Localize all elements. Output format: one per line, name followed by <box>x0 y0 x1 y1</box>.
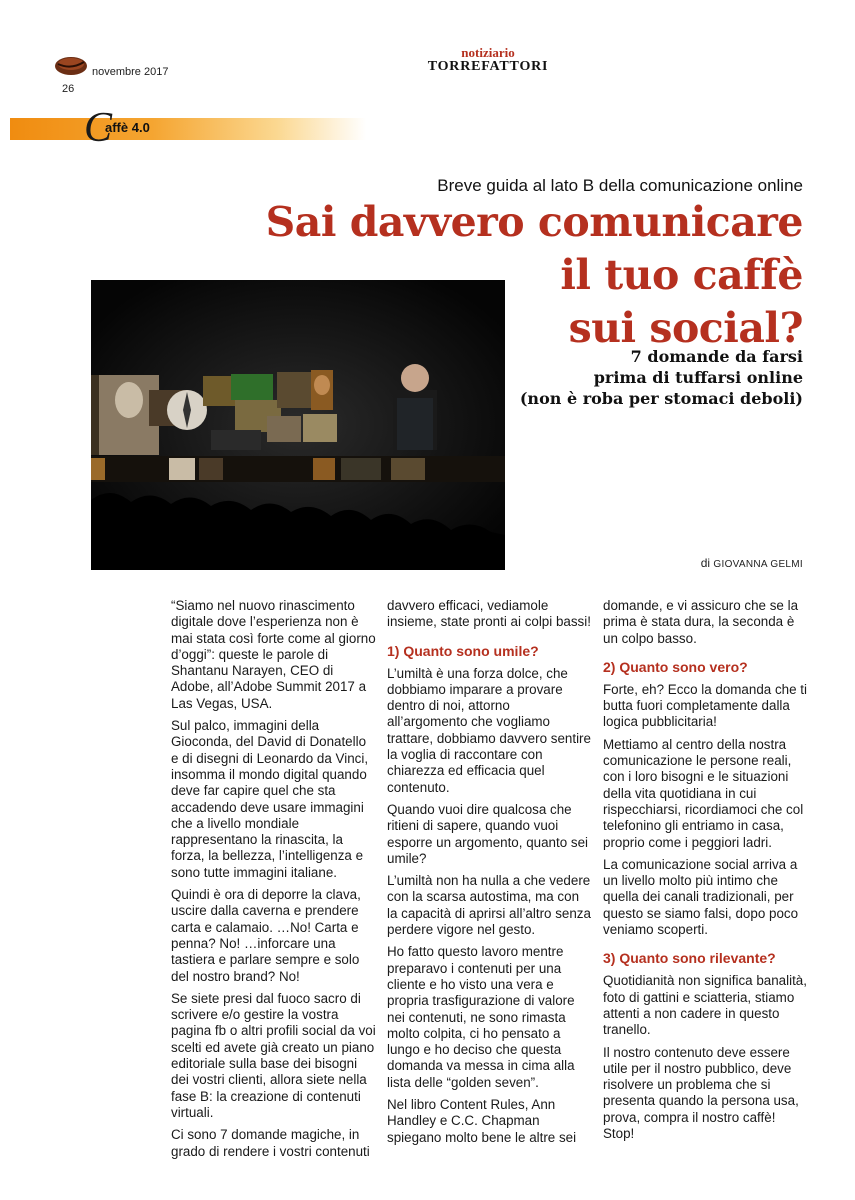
article-title-line: il tuo caffè <box>560 251 803 299</box>
masthead <box>420 46 556 75</box>
paragraph: “Siamo nel nuovo rinascimento digitale dove l’esperienza non è mai stata così forte come al giorno d’oggi”: queste le parole di Shantanu Narayen, CEO di Adobe, all’Adobe Summit 2017 a Las Vegas, USA. <box>171 598 376 711</box>
question-heading-2: 2) Quanto sono vero? <box>603 658 748 675</box>
paragraph: L’umiltà è una forza dolce, che dobbiamo imparare a provare dentro di noi, attorno all’argomento che vogliamo trattare, dobbiamo davvero sentire la voglia di raccontare con chiarezza ed efficacia quel contenuto. <box>387 665 591 795</box>
byline <box>701 556 803 570</box>
byline-prefix: di <box>700 556 711 570</box>
article-subtitle <box>520 346 803 409</box>
article-subtitle-line: prima di tuffarsi online <box>593 368 803 387</box>
coffee-bean-logo-icon <box>54 54 88 76</box>
question-heading-3: 3) Quanto sono rilevante? <box>603 950 776 967</box>
section-initial: C <box>84 105 113 151</box>
masthead-bottom: TORREFATTORI <box>427 59 549 74</box>
paragraph: Ci sono 7 domande magiche, in grado di rendere i vostri contenuti <box>171 1127 370 1159</box>
byline-author: GIOVANNA GELMI <box>713 559 803 570</box>
paragraph: domande, e vi assicuro che se la prima è stata dura, la seconda è un colpo basso. <box>603 598 799 646</box>
paragraph: Il nostro contenuto deve essere utile per il nostro pubblico, deve risolvere un problema che si presenta quando la persona usa, prova, compra il nostro caffè! Stop! <box>603 1044 799 1142</box>
paragraph: Quando vuoi dire qualcosa che ritieni di sapere, quando vuoi esporre un argomento, quanto sei umile? <box>387 801 588 866</box>
article-subtitle-line: 7 domande da farsi <box>630 347 803 366</box>
question-heading-1: 1) Quanto sono umile? <box>387 642 539 659</box>
paragraph: Quindi è ora di deporre la clava, uscire dalla caverna e prendere carta e calamaio. …No! Carta e penna? No! …inforcare una tastiera e parlare sempre e solo del nostro brand? No! <box>171 887 361 984</box>
text-column-3 <box>603 598 808 1148</box>
article-subtitle-line: (non è roba per stomaci deboli) <box>519 389 803 408</box>
paragraph: Ho fatto questo lavoro mentre preparavo i contenuti per una cliente e ho visto una vera e propria trasfigurazione di valore nei contenuti, ne sono rimasta molto colpita, ci ho pensato a lungo e ho deciso che questa domanda va messa in cima alla lista delle “golden seven”. <box>387 944 575 1090</box>
issue-date: novembre 2017 <box>92 66 169 78</box>
page-number: 26 <box>62 83 75 95</box>
masthead-top: notiziario <box>461 45 515 60</box>
paragraph: Forte, eh? Ecco la domanda che ti butta fuori completamente dalla logica pubblicitaria! <box>603 681 807 730</box>
paragraph: La comunicazione social arriva a un livello molto più intimo che quella dei canali tradizionali, per questo se siamo falsi, dopo poco veniamo scoperti. <box>603 856 799 938</box>
paragraph: davvero efficaci, vediamole insieme, state pronti ai colpi bassi! <box>387 598 591 630</box>
paragraph: Se siete presi dal fuoco sacro di scrivere e/o gestire la vostra pagina fb o altri profili social da voi scelti ed avete già creato un piano editoriale sulla base dei bisogni dei vostri clienti, allora siete nella fase B: la creazione di contenuti virtuali. <box>171 990 376 1120</box>
text-column-2 <box>387 598 592 1152</box>
conference-stage-photo <box>91 280 505 570</box>
section-bar <box>10 118 366 140</box>
article-title-line: sui social? <box>568 304 803 352</box>
paragraph: L’umiltà non ha nulla a che vedere con la scarsa autostima, ma con la capacità di aprirsi all’altro senza perdere vigore nel gesto. <box>387 873 591 938</box>
article-title-line: Sai davvero comunicare <box>265 198 803 246</box>
paragraph: Nel libro Content Rules, Ann Handley e C.C. Chapman spiegano molto bene le altre sei <box>387 1097 577 1145</box>
paragraph: Sul palco, immagini della Gioconda, del David di Donatello e di disegni di Leonardo da Vinci, insomma il mondo digital quando deve far capire quel che sta accadendo deve usare immagini che a livello mondiale rappresentano la rinascita, la forza, la bellezza, l’intelligenza e sono tutte immagini italiane. <box>171 718 369 880</box>
text-column-1 <box>171 598 376 1166</box>
article-kicker: Breve guida al lato B della comunicazione online <box>437 176 803 195</box>
stage-illustration <box>91 280 505 570</box>
paragraph: Quotidianità non significa banalità, foto di gattini e sciatteria, stiamo attenti a non cadere in questo tranello. <box>603 973 807 1038</box>
section-label: affè 4.0 <box>105 120 150 135</box>
paragraph: Mettiamo al centro della nostra comunicazione le persone reali, con i loro bisogni e le situazioni della vita quotidiana in cui rispecchiarsi, ricordiamoci che col telefonino gli entriamo in casa, proprio come i peggiori ladri. <box>603 736 804 850</box>
